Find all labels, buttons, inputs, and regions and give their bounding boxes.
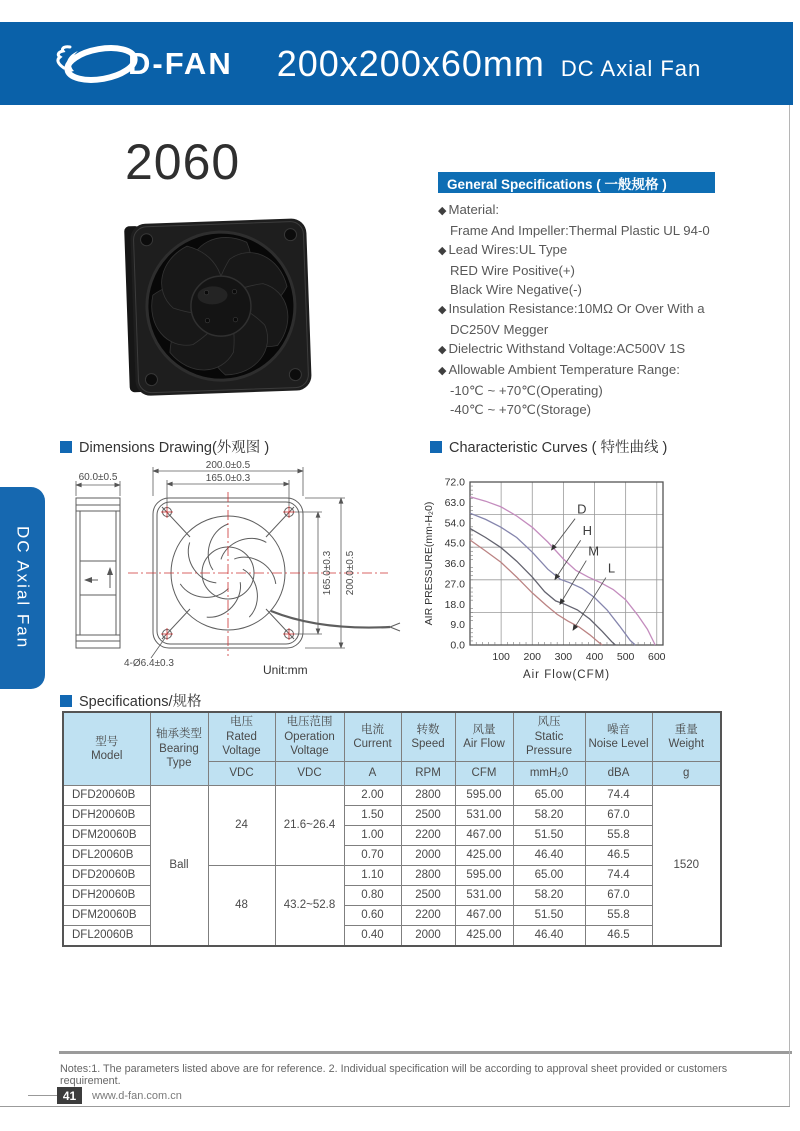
diamond-bullet-icon: ◆ [438,344,447,356]
table-header-cell: 噪音 Noise Level [585,712,652,762]
svg-text:36.0: 36.0 [444,558,465,570]
specifications-section-label: Specifications/规格 [79,694,202,710]
current-cell: 2.00 [344,786,401,806]
spec-line: ◆ Insulation Resistance:10MΩ Or Over With a [438,301,705,316]
table-row [63,786,721,806]
side-tab-dc-axial-fan [0,487,45,689]
svg-text:M: M [588,543,600,559]
current-cell: 0.80 [344,886,401,906]
model-series-title: 2060 [125,134,241,190]
product-size-title: 200x200x60mm [276,42,545,84]
spec-line: ◆ Dielectric Withstand Voltage:AC500V 1S [438,341,686,356]
svg-text:63.0: 63.0 [444,496,465,509]
rated-voltage-cell: 48 [208,866,275,947]
table-unit-cell: A [344,762,401,786]
speed-cell: 2500 [401,886,455,906]
footer-notes: Notes:1. The parameters listed above are for reference. 2. Individual specification will be according to approval sheet provided or customers requirement. [60,1063,728,1087]
operation-voltage-cell: 43.2~52.8 [275,866,344,947]
spec-line: ◆ Material: [438,202,500,217]
model-cell: DFH20060B [63,886,150,906]
pressure-cell: 51.50 [513,826,585,846]
header-band [0,22,793,105]
website-url: www.d-fan.com.cn [92,1090,182,1102]
svg-text:72.0: 72.0 [444,476,465,489]
product-type-title: DC Axial Fan [560,55,702,81]
table-header-cell: 风量 Air Flow [455,712,513,762]
dim-outer-width: 200.0±0.5 [205,460,251,471]
table-header-cell: 电流 Current [344,712,401,762]
table-header-cell: 风压 Static Pressure [513,712,585,762]
diamond-bullet-icon: ◆ [438,245,447,257]
side-tab-label: DC Axial Fan [13,526,33,650]
general-specs-heading: General Specifications ( 一般规格 ) [438,172,715,193]
svg-text:L: L [607,560,616,576]
pressure-cell: 51.50 [513,906,585,926]
current-cell: 0.60 [344,906,401,926]
airflow-cell: 425.00 [455,926,513,947]
current-cell: 1.00 [344,826,401,846]
dim-holes: 4-Ø6.4±0.3 [124,658,174,669]
curves-section-label: Characteristic Curves ( 特性曲线 ) [449,440,668,456]
diamond-bullet-icon: ◆ [438,365,447,377]
table-unit-cell: mmH₂0 [513,762,585,786]
fan-blades-outline [177,524,280,626]
pressure-cell: 58.20 [513,806,585,826]
table-unit-cell: VDC [275,762,344,786]
current-cell: 0.40 [344,926,401,947]
table-unit-cell: dBA [585,762,652,786]
diamond-bullet-icon: ◆ [438,304,447,316]
footer-divider [59,1051,792,1054]
diamond-bullet-icon: ◆ [438,205,447,217]
spec-line: ◆ Allowable Ambient Temperature Range: [438,362,680,377]
spec-line: -40℃ ~ +70℃(Storage) [450,402,592,417]
model-cell: DFL20060B [63,926,150,947]
spec-line: Black Wire Negative(-) [450,282,582,297]
pressure-cell: 65.00 [513,866,585,886]
table-unit-cell: CFM [455,762,513,786]
side-view [76,498,120,648]
dim-depth: 60.0±0.5 [78,472,118,483]
dim-hole-pitch-h: 165.0±0.3 [205,473,251,484]
svg-text:300: 300 [554,651,573,663]
section-bullet-icon [60,695,72,707]
airflow-cell: 467.00 [455,826,513,846]
table-header-cell: 重量 Weight [652,712,721,762]
characteristic-curves-chart [420,452,720,687]
svg-text:54.0: 54.0 [444,517,465,530]
page-number-badge: 41 [57,1087,82,1104]
dimensions-section-title [60,436,269,457]
svg-text:0.0: 0.0 [450,639,465,652]
model-cell: DFD20060B [63,786,150,806]
page-border-bottom [0,1106,790,1107]
general-specs-list [438,200,783,419]
airflow-cell: 531.00 [455,886,513,906]
svg-text:D: D [577,501,587,517]
dim-hole-pitch-v: 165.0±0.3 [322,550,333,596]
specifications-section-title [60,690,202,711]
table-header-cell: 电压 Rated Voltage [208,712,275,762]
dimensions-drawing [58,458,418,680]
dimensions-section-label: Dimensions Drawing(外观图 ) [79,440,270,456]
table-unit-cell: g [652,762,721,786]
noise-cell: 55.8 [585,906,652,926]
spec-line: -10℃ ~ +70℃(Operating) [450,383,603,398]
airflow-cell: 467.00 [455,906,513,926]
svg-text:Air Flow(CFM): Air Flow(CFM) [522,669,611,681]
spec-line: RED Wire Positive(+) [450,263,575,278]
speed-cell: 2800 [401,866,455,886]
airflow-cell: 425.00 [455,846,513,866]
noise-cell: 74.4 [585,866,652,886]
spec-line: DC250V Megger [450,322,549,337]
rated-voltage-cell: 24 [208,786,275,866]
airflow-cell: 595.00 [455,786,513,806]
airflow-cell: 531.00 [455,806,513,826]
noise-cell: 46.5 [585,846,652,866]
lead-wire [271,611,390,628]
brand-name: D-FAN [128,45,233,81]
noise-cell: 74.4 [585,786,652,806]
operation-voltage-cell: 21.6~26.4 [275,786,344,866]
table-unit-cell: RPM [401,762,455,786]
airflow-cell: 595.00 [455,866,513,886]
speed-cell: 2800 [401,786,455,806]
pressure-cell: 46.40 [513,846,585,866]
noise-cell: 46.5 [585,926,652,947]
svg-text:H: H [582,523,593,539]
speed-cell: 2000 [401,846,455,866]
table-header-cell: 型号 Model [63,712,150,786]
brand-logo [56,38,233,90]
pressure-cell: 46.40 [513,926,585,947]
current-cell: 1.10 [344,866,401,886]
specifications-table [62,711,722,947]
svg-text:200: 200 [523,651,542,663]
pressure-cell: 58.20 [513,886,585,906]
page-border-right [789,105,790,1107]
svg-text:500: 500 [616,651,635,663]
spec-line: ◆ Lead Wires:UL Type [438,242,568,257]
table-unit-cell: VDC [208,762,275,786]
svg-text:9.0: 9.0 [450,619,465,632]
model-cell: DFH20060B [63,806,150,826]
table-header-cell: 电压范围 Operation Voltage [275,712,344,762]
table-header-cell: 转数 Speed [401,712,455,762]
spec-line: Frame And Impeller:Thermal Plastic UL 94-0 [450,223,710,238]
speed-cell: 2200 [401,906,455,926]
pressure-cell: 65.00 [513,786,585,806]
page-badge-line [28,1095,57,1096]
model-cell: DFM20060B [63,826,150,846]
svg-text:400: 400 [585,651,604,663]
speed-cell: 2200 [401,826,455,846]
dim-outer-height: 200.0±0.5 [345,550,356,596]
svg-text:45.0: 45.0 [444,537,465,550]
noise-cell: 67.0 [585,886,652,906]
model-cell: DFM20060B [63,906,150,926]
noise-cell: 55.8 [585,826,652,846]
section-bullet-icon [60,441,72,453]
header-title [277,43,702,85]
svg-text:100: 100 [492,651,510,663]
svg-text:27.0: 27.0 [444,578,465,591]
weight-cell: 1520 [652,786,721,947]
speed-cell: 2000 [401,926,455,947]
model-cell: DFL20060B [63,846,150,866]
svg-text:AIR PRESSURE(mm-H₂0): AIR PRESSURE(mm-H₂0) [423,501,435,626]
bearing-cell: Ball [150,786,208,947]
speed-cell: 2500 [401,806,455,826]
table-header-cell: 轴承类型 Bearing Type [150,712,208,786]
section-bullet-icon [430,441,442,453]
model-cell: DFD20060B [63,866,150,886]
current-cell: 1.50 [344,806,401,826]
svg-text:600: 600 [648,651,666,663]
svg-text:18.0: 18.0 [444,598,465,611]
dim-unit: Unit:mm [263,663,308,677]
noise-cell: 67.0 [585,806,652,826]
fan-photo [95,213,377,401]
current-cell: 0.70 [344,846,401,866]
